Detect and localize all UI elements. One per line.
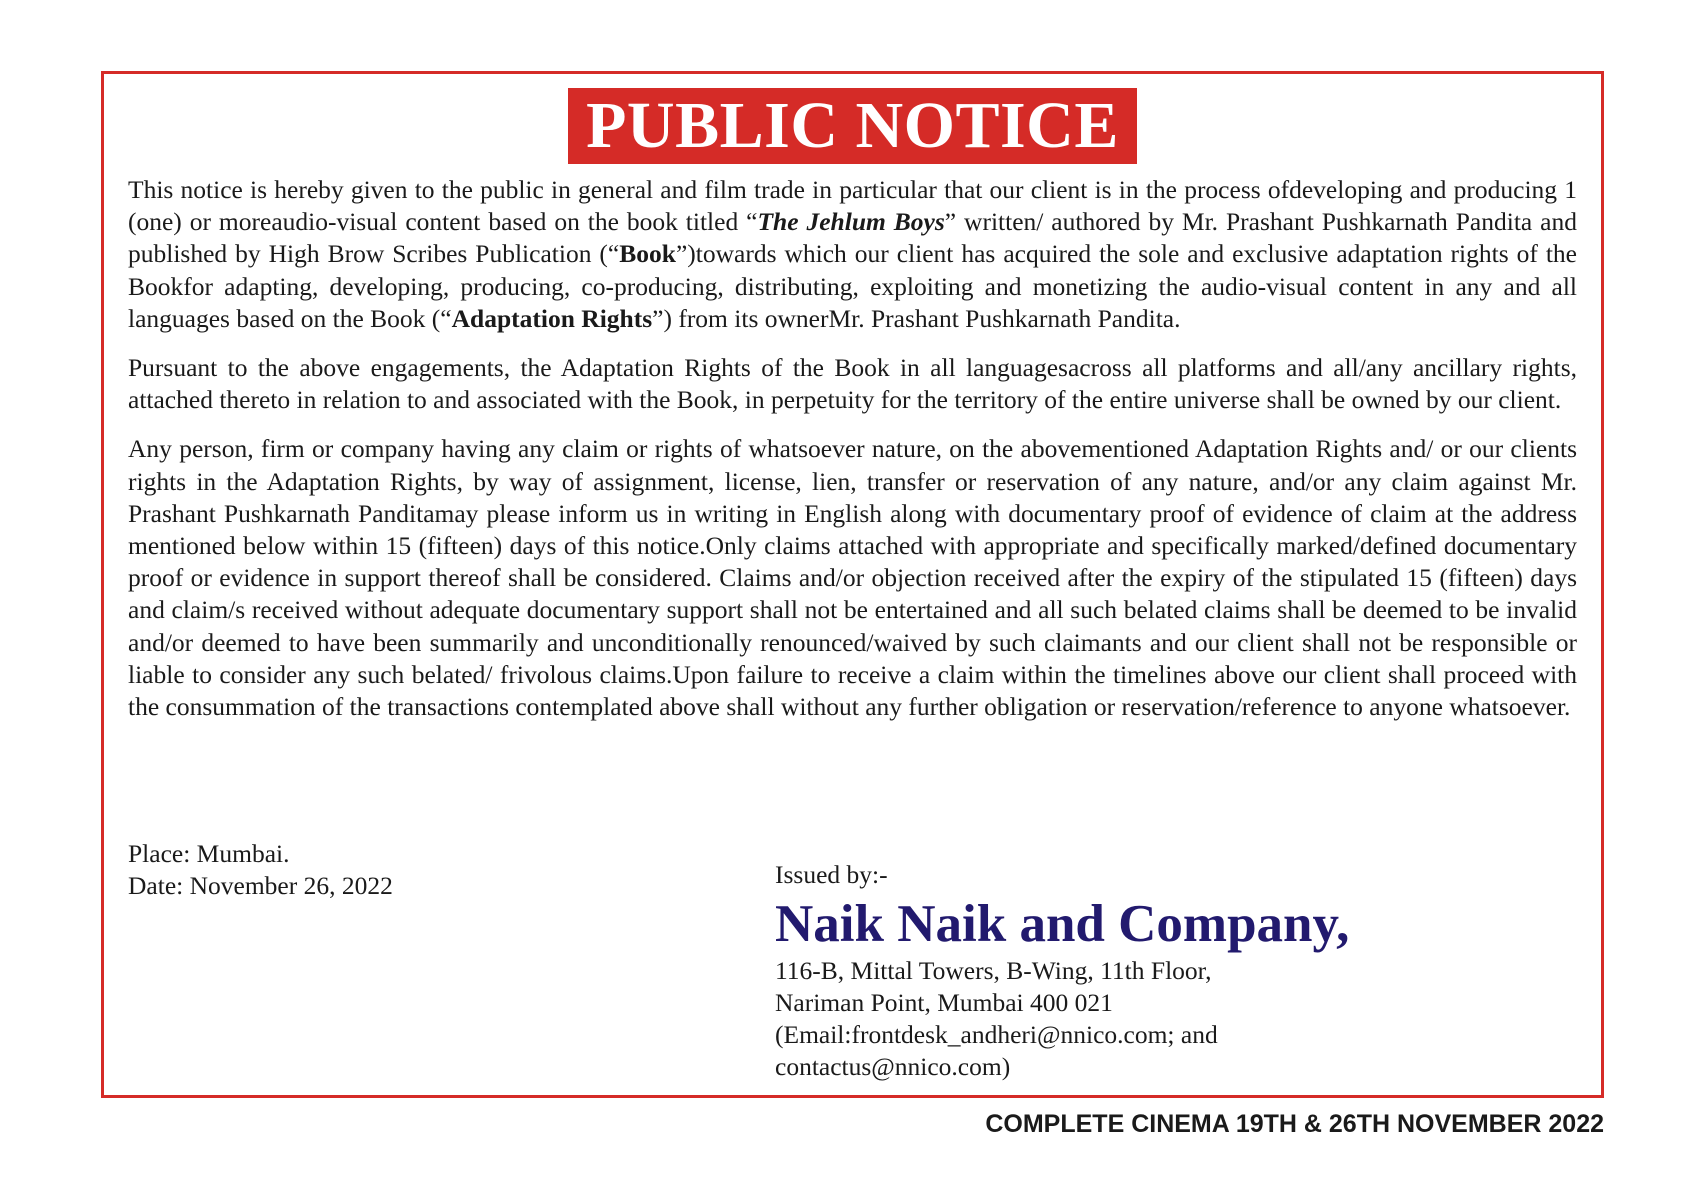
notice-title: PUBLIC NOTICE (568, 88, 1137, 164)
rights-term: Adaptation Rights (451, 303, 653, 333)
book-title: The Jehlum Boys (757, 207, 945, 237)
address-line: 116-B, Mittal Towers, B-Wing, 11th Floor, (775, 956, 1212, 985)
book-term: Book (619, 239, 676, 269)
p1-text-c: ”)towards which our client has acquired the sole and exclusive adaptation rights of the Bookfor adapting, developing, producing, co-producing, distributing, exploiting and monetizing the audio-visual content in any and all languages based on the Book (“ (128, 239, 1577, 333)
email-line: contactus@nnico.com) (775, 1052, 1011, 1081)
date: Date: November 26, 2022 (128, 871, 393, 900)
place: Place: Mumbai. (128, 839, 290, 868)
place-date-block (128, 838, 393, 902)
p1-text-a: This notice is hereby given to the public in general and film trade in particular that our client is in the process ofdeveloping and producing 1 (one) or moreaudio-visual content based on the book titled “ (128, 175, 1577, 237)
issuer-block (775, 859, 1349, 1083)
p1-text-b: ” written/ authored by Mr. Prashant Pushkarnath Pandita and published by High Brow Scribes Publication (“ (128, 207, 1577, 269)
paragraph-2: Pursuant to the above engagements, the Adaptation Rights of the Book in all languagesacross all platforms and all/any ancillary rights, attached thereto in relation to and associated with the Book, in perpetuity for the territory of the entire universe shall be owned by our client. (128, 353, 1577, 415)
publication-footer: COMPLETE CINEMA 19TH & 26TH NOVEMBER 2022 (985, 1110, 1604, 1138)
title-wrap (104, 88, 1601, 164)
issued-by-label: Issued by:- (775, 860, 888, 889)
paragraph-1 (128, 174, 1577, 335)
p1-text-d: ”) from its ownerMr. Prashant Pushkarnath Pandita. (652, 303, 1181, 333)
email-line: (Email:frontdesk_andheri@nnico.com; and (775, 1020, 1218, 1049)
firm-name: Naik Naik and Company, (775, 895, 1350, 953)
address-line: Nariman Point, Mumbai 400 021 (775, 988, 1113, 1017)
notice-frame (101, 71, 1604, 1098)
paragraph-3: Any person, firm or company having any claim or rights of whatsoever nature, on the abovementioned Adaptation Rights and/ or our clients rights in the Adaptation Rights, by way of assignment, license, lien, transfer or reservation of any nature, and/or any claim against Mr. Prashant Pushkarnath Panditamay please inform us in writing in English along with documentary proof of evidence of claim at the address mentioned below within 15 (fifteen) days of this notice.Only claims attached with appropriate and specifically marked/defined documentary proof or evidence in support thereof shall be considered. Claims and/or objection received after the expiry of the stipulated 15 (fifteen) days and claim/s received without adequate documentary support shall not be entertained and all such belated claims shall be deemed to be invalid and/or deemed to have been summarily and unconditionally renounced/waived by such claimants and our client shall not be responsible or liable to consider any such belated/ frivolous claims.Upon failure to receive a claim within the timelines above our client shall proceed with the consummation of the transactions contemplated above shall without any further obligation or reservation/reference to anyone whatsoever. (128, 434, 1577, 722)
notice-body (128, 174, 1577, 740)
